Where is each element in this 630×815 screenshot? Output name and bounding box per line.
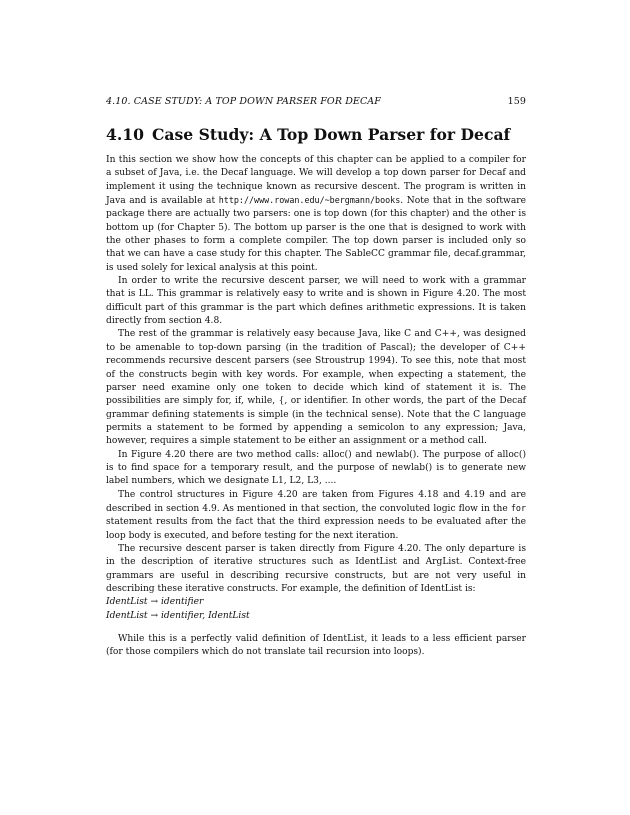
for-keyword: for bbox=[510, 502, 526, 513]
section-number: 4.10 bbox=[106, 125, 144, 144]
url-link[interactable]: http://www.rowan.edu/~bergmann/books bbox=[218, 195, 401, 206]
paragraph-intro bbox=[106, 154, 526, 275]
section-heading bbox=[106, 125, 526, 144]
paragraph-grammar: In order to write the recursive descent parser, we will need to work with a grammar that is LL. This grammar is relatively easy to write and is shown in Figure 4.20. The most difficult part of this grammar is the part which defines arithmetic expressions. It is taken directly from section 4.8. bbox=[106, 276, 526, 327]
paragraph-control-structures bbox=[106, 489, 526, 543]
paragraph-efficiency: While this is a perfectly valid definition of IdentList, it leads to a less efficient parser (for those compilers which do not translate tail recursion into loops). bbox=[106, 634, 526, 658]
page-number: 159 bbox=[507, 96, 526, 107]
running-header bbox=[106, 96, 526, 110]
grammar-rule-1: IdentList → identifier bbox=[106, 597, 204, 608]
body-text bbox=[106, 154, 526, 660]
paragraph-intro-part1: In this section we show how the concepts of this chapter can be applied to a compiler for a subset of Java, i.e. the Decaf language. We will develop a top down parser for Decaf and implement it using the technique known as recursive descent. The program is written in Java and is available at bbox=[106, 155, 526, 207]
book-page bbox=[106, 96, 526, 660]
paragraph-control-part2: statement results from the fact that the third expression needs to be evaluated after the loop body is executed, and before testing for the next iteration. bbox=[106, 517, 526, 541]
spacer bbox=[106, 623, 526, 633]
paragraph-intro-part2: . Note that in the software package there are actually two parsers: one is top down (for this chapter) and the other is bottom up (for Chapter 5). The bottom up parser is the one that is designed to work with the other phases to form a complete compiler. The top down parser is included only so that we can have a case study for this chapter. The SableCC grammar file, decaf.grammar, is used solely for lexical analysis at this point. bbox=[106, 196, 526, 273]
paragraph-method-calls: In Figure 4.20 there are two method calls: alloc() and newlab(). The purpose of alloc() is to find space for a temporary result, and the purpose of newlab() is to generate new label numbers, which we designate L1, L2, L3, .... bbox=[106, 449, 526, 487]
paragraph-rest-of-grammar: The rest of the grammar is relatively easy because Java, like C and C++, was designed to be amenable to top-down parsing (in the tradition of Pascal); the developer of C++ recommends recursive descent parsers (see Stroustrup 1994). To see this, note that most of the constructs begin with key words. For example, when expecting a statement, the parser need examine only one token to decide which kind of statement it is. The possibilities are simply for, if, while, {, or identifier. In other words, the part of the Decaf grammar defining statements is simple (in the technical sense). Note that the C language permits a statement to be formed by appending a semicolon to any expression; Java, however, requires a simple statement to be either an assignment or a method call. bbox=[106, 329, 526, 447]
paragraph-control-part1: The control structures in Figure 4.20 are taken from Figures 4.18 and 4.19 and are described in section 4.9. As mentioned in that section, the convoluted logic flow in the bbox=[106, 489, 526, 514]
running-title: 4.10. CASE STUDY: A TOP DOWN PARSER FOR DECAF bbox=[106, 96, 381, 107]
grammar-rule-2: IdentList → identifier, IdentList bbox=[106, 610, 250, 621]
paragraph-recursive-descent: The recursive descent parser is taken directly from Figure 4.20. The only departure is in the description of iterative structures such as IdentList and ArgList. Context-free grammars are useful in describing recursive constructs, but are not very useful in describing these iterative constructs. For example, the definition of IdentList is: bbox=[106, 543, 526, 594]
section-title: Case Study: A Top Down Parser for Decaf bbox=[152, 125, 511, 144]
